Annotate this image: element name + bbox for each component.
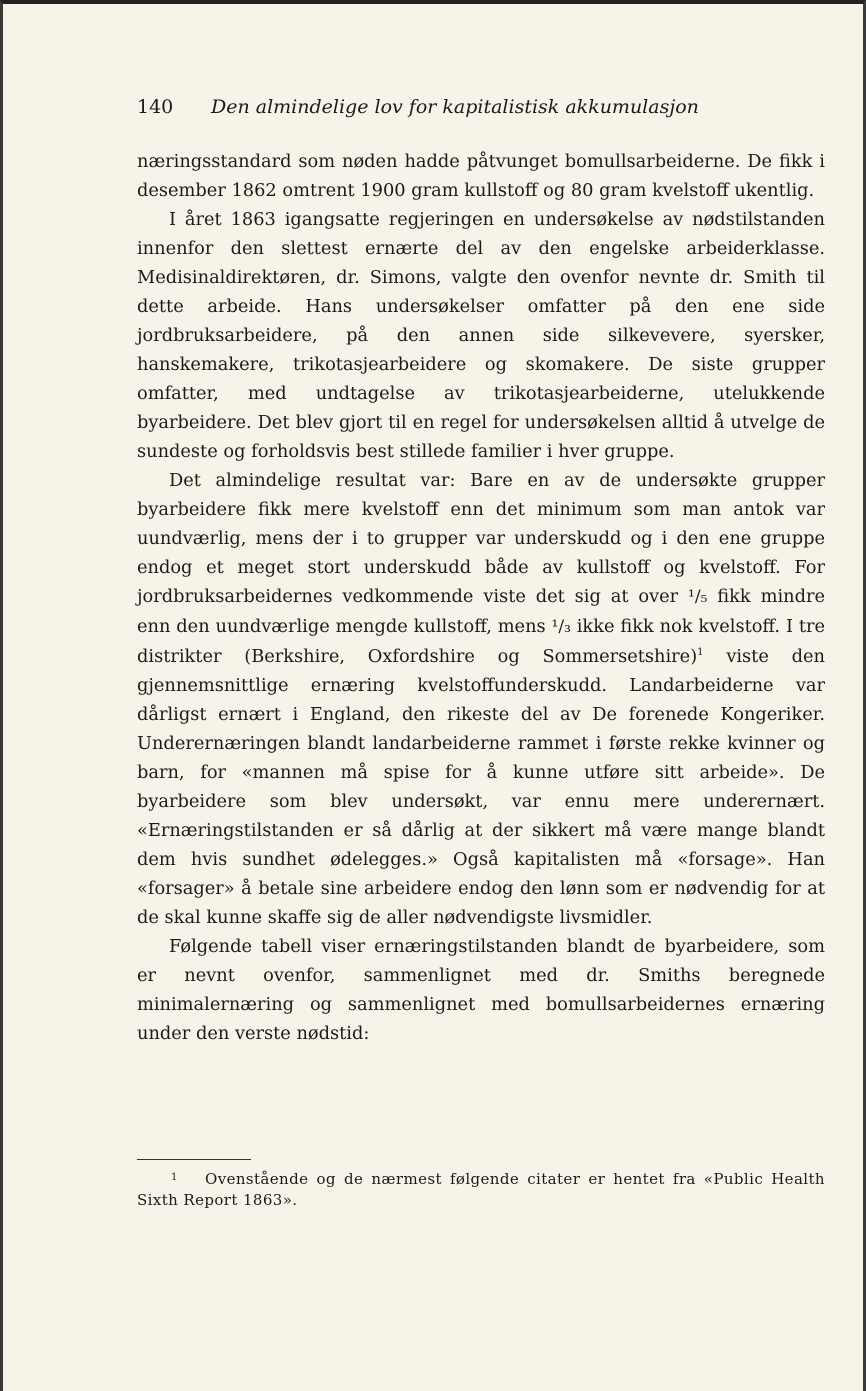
paragraph-3-part-b: fikk mindre enn den uundværlige mengde kullstoff, mens — [137, 586, 825, 637]
paragraph-3-part-a: Det almindelige resultat var: Bare en av de undersøkte grupper byarbeidere fikk mere kvelstoff enn det minimum som man antok var uundværlig, mens der i to grupper var underskudd og i den ene gruppe endog et meget stort underskudd både av kullstoff og kvelstoff. For jordbruksarbeidernes vedkommende viste det sig at over — [137, 470, 825, 607]
running-title: Den almindelige lov for kapitalistisk akkumulasjon — [211, 96, 699, 118]
body-text — [137, 147, 825, 1048]
footnote-text: Ovenstående og de nærmest følgende citater er hentet fra «Public Health Sixth Report 1863». — [137, 1170, 825, 1209]
paragraph-1: næringsstandard som nøden hadde påtvunget bomullsarbeiderne. De fikk i desember 1862 omtrent 1900 gram kullstoff og 80 gram kvelstoff ukentlig. — [137, 151, 825, 201]
page-header — [137, 96, 747, 126]
paragraph-2: I året 1863 igangsatte regjeringen en undersøkelse av nødstilstanden innenfor den slettest ernærte del av den engelske arbeiderklasse. Medisinaldirektøren, dr. Simons, valgte den ovenfor nevnte dr. Smith til dette arbeide. Hans undersøkelser omfatter på den ene side jordbruksarbeidere, på den annen side silkevevere, syersker, hanskemakere, trikotasjearbeidere og skomakere. De siste grupper omfatter, med undtagelse av trikotasjearbeiderne, utelukkende byarbeidere. Det blev gjort til en regel for undersøkelsen alltid å utvelge de sundeste og forholdsvis best stillede familier i hver gruppe. — [137, 209, 825, 462]
footnote — [137, 1167, 825, 1211]
paragraph-3 — [137, 466, 825, 932]
paragraph-4: Følgende tabell viser ernæringstilstanden blandt de byarbeidere, som er nevnt ovenfor, sammenlignet med dr. Smiths beregnede minimalernæring og sammenlignet med bomullsarbeidernes ernæring under den verste nødstid: — [137, 936, 825, 1044]
footnote-divider — [137, 1159, 251, 1160]
fraction-one-third: ¹/₃ — [551, 617, 571, 637]
page-number: 140 — [137, 96, 174, 118]
footnote-reference[interactable]: 1 — [697, 647, 704, 659]
paragraph-3-part-d: viste den gjennemsnittlige ernæring kvelstoffunderskudd. Landarbeiderne var dårligst ernært i England, den rikeste del av De forenede Kongeriker. Underernæringen blandt landarbeiderne rammet i første rekke kvinner og barn, for «mannen må spise for å kunne utføre sitt arbeide». De byarbeidere som blev undersøkt, var ennu mere underernært. «Ernæringstilstanden er så dårlig at der sikkert må være mange blandt dem hvis sundhet ødelegges.» Også kapitalisten må «forsage». Han «forsager» å betale sine arbeidere endog den lønn som er nødvendig for at de skal kunne skaffe sig de aller nødvendigste livsmidler. — [137, 646, 825, 928]
paragraph-3-part-c: ikke fikk nok kvelstoff. I tre distrikter (Berkshire, Oxfordshire og Sommersetshire) — [137, 616, 825, 667]
footnote-mark: 1 — [171, 1172, 178, 1183]
fraction-one-fifth: ¹/₅ — [688, 587, 708, 607]
